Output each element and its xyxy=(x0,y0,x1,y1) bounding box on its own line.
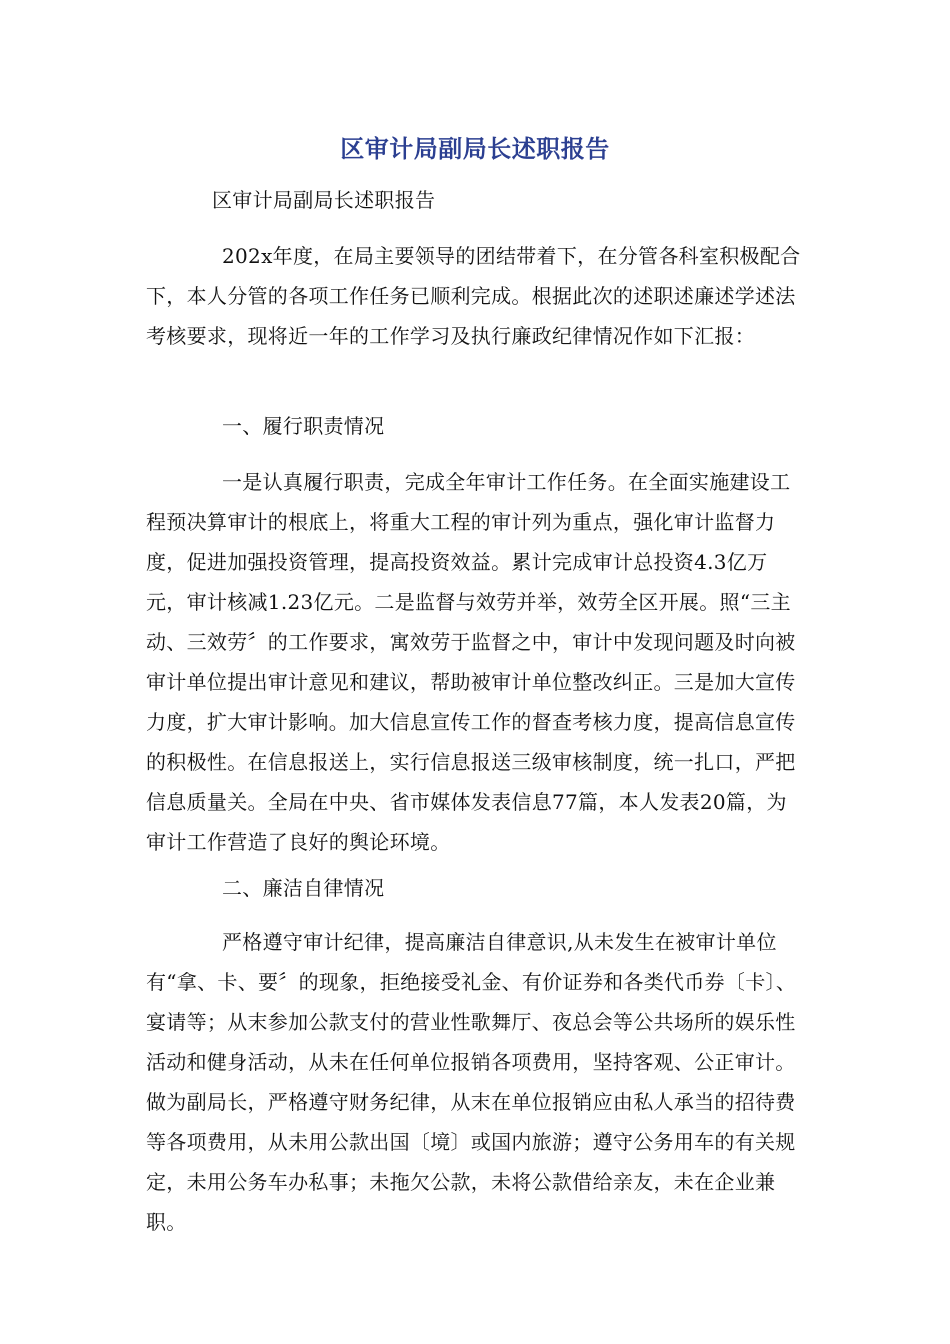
intro-paragraph xyxy=(146,236,806,356)
section2-text: 严格遵守审计纪律，提高廉洁自律意识,从未发生在被审计单位有“拿、卡、要〞的现象，拒绝接受礼金、有价证券和各类代币券〔卡〕、宴请等；从末参加公款支付的营业性歌舞厅、夜总会等公共场所的娱乐性活动和健身活动，从未在任何单位报销各项费用，坚持客观、公正审计。做为副局长，严格遵守财务纪律，从末在单位报销应由私人承当的招待费等各项费用，从未用公款出国〔境〕或国内旅游；遵守公务用车的有关规定，未用公务车办私事；未拖欠公款，未将公款借给亲友，未在企业兼职。 xyxy=(146,930,797,1234)
document-title: 区审计局副局长述职报告 xyxy=(340,135,610,163)
section1-text: 一是认真履行职责，完成全年审计工作任务。在全面实施建设工程预决算审计的根底上，将重大工程的审计列为重点，强化审计监督力度，促进加强投资管理，提高投资效益。累计完成审计总投资4.3亿万元，审计核减1.23亿元。二是监督与效劳并举，效劳全区开展。照“三主动、三效劳〞的工作要求，寓效劳于监督之中，审计中发现问题及时向被审计单位提出审计意见和建议，帮助被审计单位整改纠正。三是加大宣传力度，扩大审计影响。加大信息宣传工作的督查考核力度，提高信息宣传的积极性。在信息报送上，实行信息报送三级审核制度，统一扎口，严把信息质量关。全局在中央、省市媒体发表信息77篇，本人发表20篇，为审计工作营造了良好的舆论环境。 xyxy=(146,470,796,854)
section1-heading: 一、履行职责情况 xyxy=(222,414,385,438)
intro-text: 202x年度，在局主要领导的团结带着下，在分管各科室积极配合下，本人分管的各项工作任务已顺利完成。根据此次的述职述廉述学述法考核要求，现将近一年的工作学习及执行廉政纪律情况作如下汇报： xyxy=(146,244,801,348)
section2-heading: 二、廉洁自律情况 xyxy=(222,876,385,900)
section2-paragraph xyxy=(146,922,806,1242)
document-subtitle: 区审计局副局长述职报告 xyxy=(212,188,436,212)
section1-paragraph xyxy=(146,462,806,862)
